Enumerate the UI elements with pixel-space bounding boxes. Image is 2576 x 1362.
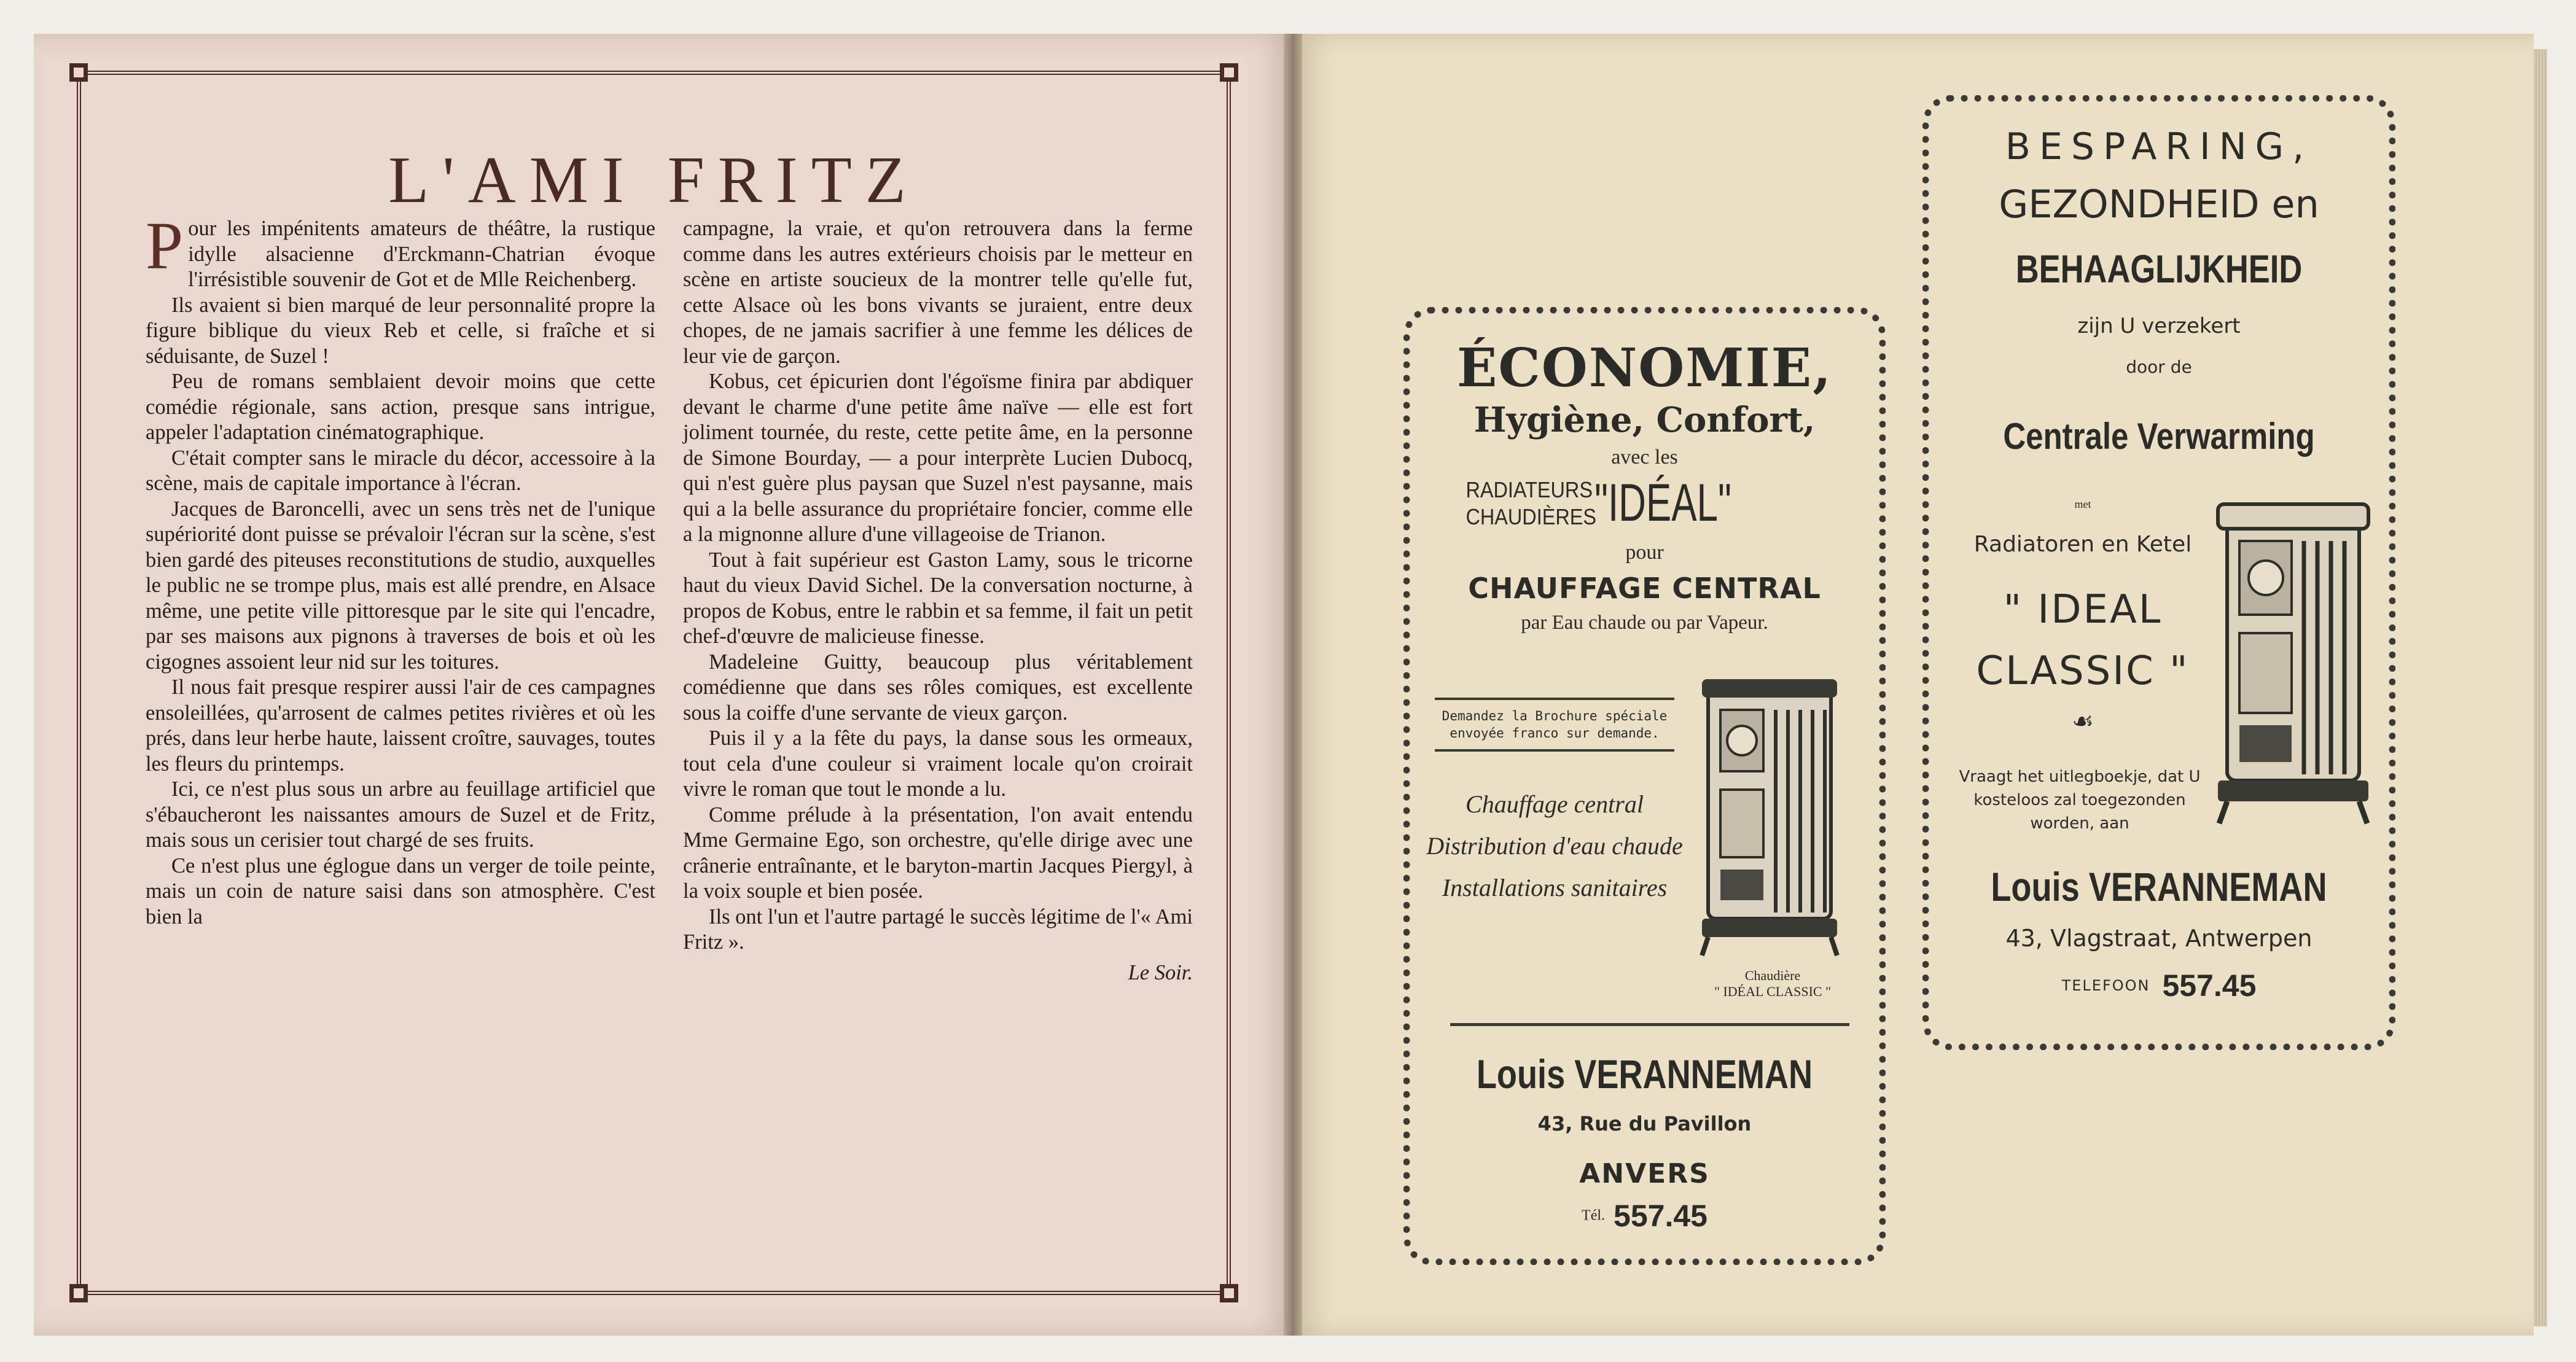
ideal-heating-ad-dutch bbox=[1922, 95, 2395, 1050]
ad-brand-name: "IDÉAL" bbox=[1594, 473, 1731, 532]
ad-text: Radiatoren en Ketel bbox=[1973, 532, 2192, 557]
company-name: Louis VERANNEMAN bbox=[1991, 864, 2327, 909]
paragraph: Comme prélude à la présentation, l'on avait entendu Mme Germaine Ego, son orchestre, qu'elle dirige avec une crânerie entraînante, et le baryton-martin Jacques Piergyl, à la voix souple et bien posée. bbox=[683, 803, 1193, 903]
ad-service: CHAUFFAGE CENTRAL bbox=[1468, 572, 1821, 605]
service-item: Distribution d'eau chaude bbox=[1426, 832, 1683, 860]
ad-text: met bbox=[2074, 498, 2091, 510]
divider bbox=[1450, 1023, 1849, 1026]
page-edges bbox=[2534, 49, 2547, 1326]
boiler-illustration bbox=[1696, 673, 1849, 962]
drop-cap: P bbox=[146, 208, 184, 283]
frame-corner-ornament bbox=[1220, 1284, 1238, 1302]
frame-corner-ornament bbox=[69, 63, 88, 82]
paragraph: Jacques de Baroncelli, avec un sens très net de l'unique supériorité dont puisse se prévaloir l'écran sur la scène, s'est bien gardé des piteuses reconstitutions de studio, auxquelles le public ne se trompe plus, mais est allé prendre, en Alsace même, une petite ville pittoresque par le site qui l'encadre, par ses maisons aux pignons à traverses de bois et où les cigognes assoient leur nid sur les toitures. bbox=[146, 497, 655, 674]
company-name: Louis VERANNEMAN bbox=[1476, 1051, 1813, 1097]
book-spine bbox=[1284, 34, 1302, 1336]
paragraph: campagne, la vraie, et qu'on retrouvera dans la ferme comme dans les autres extérieurs choisis par le metteur en scène en artiste soucieux de la montrer telle qu'elle fut, cette Alsace où les bons vivants se juraient, entre deux chopes, de ne jamais sacrifier à une femme les délices de leur vie de garçon. bbox=[683, 217, 1193, 368]
company-address: 43, Rue du Pavillon bbox=[1537, 1112, 1752, 1135]
paragraph: Madeleine Guitty, beaucoup plus véritablement comédienne que dans ses rôles comiques, est excellente sous la coiffe d'une servante de vieux garçon. bbox=[683, 650, 1193, 725]
article-signature: Le Soir. bbox=[1128, 960, 1193, 984]
ad-subheadline: Hygiène, Confort, bbox=[1473, 400, 1816, 440]
telephone: Tél. 557.45 bbox=[1582, 1199, 1708, 1233]
ad-headline: BESPARING, bbox=[2005, 125, 2313, 168]
paragraph: Tout à fait supérieur est Gaston Lamy, sous le tricorne haut du vieux David Sichel. De la conversation nocturne, à propos de Kobus, entre le rabbin et sa femme, il fait un petit chef-d'œuvre de malicieuse finesse. bbox=[683, 548, 1193, 648]
telephone: TELEFOON 557.45 bbox=[2061, 968, 2257, 1003]
paragraph: Puis il y a la fête du pays, la danse sous les ormeaux, tout cela d'une couleur si vraiment locale qu'on croirait vivre le roman que tout le monde a lu. bbox=[683, 726, 1193, 801]
company-city: ANVERS bbox=[1579, 1158, 1710, 1189]
ad-headline: GEZONDHEID en bbox=[1999, 182, 2319, 227]
ad-text: avec les bbox=[1611, 446, 1678, 469]
service-item: Chauffage central bbox=[1466, 790, 1644, 818]
ad-service: Centrale Verwarming bbox=[2003, 416, 2315, 457]
ad-brand-prefix: RADIATEURS CHAUDIÈRES bbox=[1466, 477, 1596, 529]
frame-corner-ornament bbox=[69, 1284, 88, 1302]
ad-text: Vraagt het uitlegboekje, dat U kosteloos zal toegezonden worden, aan bbox=[1959, 768, 2201, 833]
paragraph: C'était compter sans le miracle du décor, accessoire à la scène, mais de capitale importance à l'écran. bbox=[146, 446, 655, 495]
article-frame bbox=[77, 71, 1231, 1295]
boiler-caption: Chaudière " IDÉAL CLASSIC " bbox=[1714, 968, 1832, 999]
article-column-1 bbox=[146, 208, 655, 930]
service-item: Installations sanitaires bbox=[1442, 874, 1668, 901]
ad-brand: " IDEAL bbox=[2003, 587, 2163, 632]
frame-corner-ornament bbox=[1220, 63, 1238, 82]
ideal-heating-ad-french bbox=[1403, 307, 1886, 1265]
ornament: ☙ bbox=[2072, 707, 2094, 735]
paragraph: Il nous fait presque respirer aussi l'air de ces campagnes ensoleillées, qu'arrosent de calmes petites rivières et où les prés, dans leur herbe haute, laissent croître, sauvages, toutes les fleurs du printemps. bbox=[146, 675, 655, 776]
paragraph: Ici, ce n'est plus sous un arbre au feuillage artificiel que s'ébaucheront les naissantes amours de Suzel et de Fritz, mais sous un cerisier tout chargé de ses fruits. bbox=[146, 777, 655, 852]
paragraph: Pour les impénitents amateurs de théâtre, la rustique idylle alsacienne d'Erckmann-Chatrian évoque l'irrésistible souvenir de Got et de Mlle Reichenberg. bbox=[146, 208, 655, 291]
paragraph: Ils ont l'un et l'autre partagé le succès légitime de l'« Ami Fritz ». bbox=[683, 905, 1193, 954]
boiler-illustration bbox=[2212, 498, 2378, 830]
paragraph: Ce n'est plus une églogue dans un verger de toile peinte, mais un coin de nature saisi dans son atmosphère. C'est bien la bbox=[146, 854, 655, 928]
ad-headline: BEHAAGLIJKHEID bbox=[2015, 247, 2303, 291]
paragraph: Peu de romans semblaient devoir moins que cette comédie régionale, sans action, presque sans intrigue, appeler l'adaptation cinématographique. bbox=[146, 370, 655, 444]
article-title: L'AMI FRITZ bbox=[388, 144, 919, 217]
ad-brand: CLASSIC " bbox=[1976, 648, 2190, 694]
article-column-2 bbox=[683, 216, 1193, 986]
ad-text: pour bbox=[1625, 541, 1664, 564]
ad-services-list bbox=[1423, 790, 1687, 903]
ad-text: zijn U verzekert bbox=[2077, 314, 2241, 338]
ad-service-sub: par Eau chaude ou par Vapeur. bbox=[1521, 612, 1768, 634]
paragraph: Ils avaient si bien marqué de leur personnalité propre la figure biblique du vieux Reb et celle, si fraîche et si séduisante, de Suzel ! bbox=[146, 293, 655, 368]
ad-brochure-box: Demandez la Brochure spéciale envoyée franco sur demande. bbox=[1435, 698, 1674, 752]
ad-headline: ÉCONOMIE, bbox=[1456, 337, 1833, 399]
ad-text: door de bbox=[2126, 357, 2192, 377]
company-address: 43, Vlagstraat, Antwerpen bbox=[2005, 925, 2313, 952]
paragraph: Kobus, cet épicurien dont l'égoïsme finira par abdiquer devant le charme d'une petite âme naïve — elle est fort joliment tournée, du reste, cette petite âme, en la personne de Simone Bourday, — a pour interprète Lucien Dubocq, qui n'est guère plus paysan que Suzel n'est paysanne, mais qui a la belle assurance du propriétaire foncier, comme elle a la mignonne allure d'une villageoise de Trianon. bbox=[683, 370, 1193, 546]
